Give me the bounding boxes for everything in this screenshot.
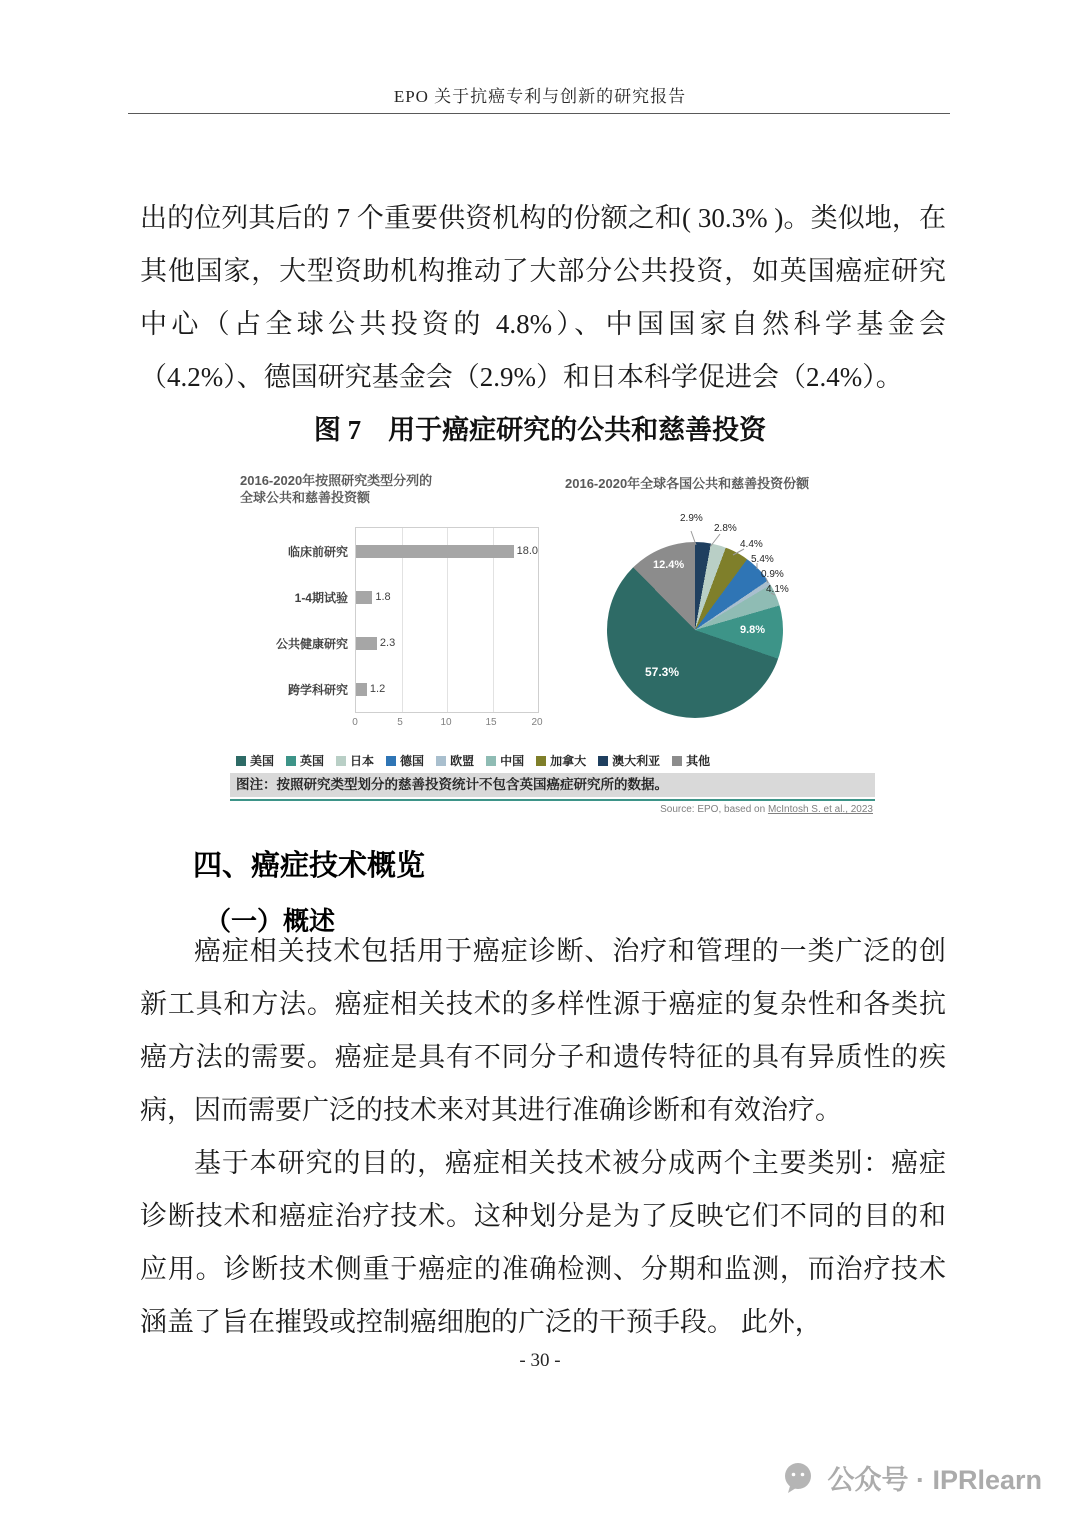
pie-label: 12.4%: [653, 559, 685, 571]
bar: [356, 545, 514, 558]
legend-label: 澳大利亚: [612, 754, 661, 768]
watermark-text: 公众号 · IPRlearn: [827, 1465, 1042, 1495]
legend-swatch: [672, 756, 682, 766]
source-citation-link[interactable]: McIntosh S. et al., 2023: [767, 804, 873, 815]
legend-label: 加拿大: [550, 754, 587, 768]
pie-label: 4.4%: [740, 539, 763, 550]
x-tick: 5: [397, 717, 403, 728]
pie-label: 4.1%: [766, 584, 789, 595]
bar-chart-title-line1: 2016-2020年按照研究类型分列的: [240, 473, 433, 488]
bar-category-label: 跨学科研究: [287, 683, 348, 697]
legend-label: 德国: [400, 754, 425, 768]
pie-chart-block: [560, 505, 875, 735]
bar-row: [356, 544, 538, 558]
page-header-title: EPO 关于抗癌专利与创新的研究报告: [393, 87, 687, 106]
figure-divider: [230, 799, 875, 801]
bar: [356, 637, 377, 650]
bar-row: [356, 682, 538, 696]
pie-label: 2.8%: [714, 523, 737, 534]
legend-swatch: [336, 756, 346, 766]
bar: [356, 683, 367, 696]
legend-label: 日本: [350, 754, 375, 768]
source-prefix: Source: EPO, based on: [660, 804, 768, 815]
figure-7: [230, 465, 875, 821]
watermark: [781, 1458, 1042, 1497]
wechat-icon: [781, 1462, 817, 1494]
legend-item: [386, 752, 424, 769]
bar-row: [356, 590, 538, 604]
legend-swatch: [598, 756, 608, 766]
pie-label: 5.4%: [751, 554, 774, 565]
legend-label: 英国: [300, 754, 325, 768]
figure-note: 图注：按照研究类型划分的慈善投资统计不包含英国癌症研究所的数据。: [230, 773, 875, 797]
x-tick: 20: [531, 717, 543, 728]
pie-label: 2.9%: [680, 513, 703, 524]
paragraph-funding: 出的位列其后的 7 个重要供资机构的份额之和( 30.3% )。类似地，在其他国家，大型资助机构推动了大部分公共投资，如英国癌症研究中心（占全球公共投资的 4.8%）、中国国家自然科学基金会（4.2%）、德国研究基金会（2.9%）和日本科学促进会（2.4%）。: [140, 203, 946, 392]
bar: [356, 591, 372, 604]
pie-callout-lines: [560, 505, 875, 735]
legend-label: 中国: [500, 754, 525, 768]
legend-item: [286, 752, 324, 769]
bar-category-label: 公共健康研究: [275, 637, 348, 651]
legend-swatch: [436, 756, 446, 766]
legend-swatch: [486, 756, 496, 766]
pie-chart-title: 2016-2020年全球各国公共和慈善投资份额: [565, 476, 810, 491]
x-tick: 10: [440, 717, 452, 728]
bar-value-label: 2.3: [379, 637, 396, 649]
bar-category-label: 1-4期试验: [294, 591, 348, 605]
bar-chart-title-line2: 全球公共和慈善投资额: [240, 490, 371, 505]
subsection-heading: （一）概述: [205, 906, 336, 936]
legend-item: [236, 752, 274, 769]
bar-plot-area: [355, 527, 539, 713]
x-tick: 0: [352, 717, 358, 728]
pie-label: 57.3%: [645, 665, 680, 679]
pie-label: 9.8%: [740, 624, 766, 636]
legend-item: [536, 752, 586, 769]
legend-swatch: [236, 756, 246, 766]
section-heading: 四、癌症技术概览: [193, 850, 426, 882]
legend-item: [336, 752, 374, 769]
figure-source: [660, 804, 873, 815]
page-number: - 30 -: [519, 1350, 561, 1371]
legend-swatch: [286, 756, 296, 766]
pie-label: 0.9%: [761, 569, 784, 580]
chart-legend: [236, 752, 868, 769]
legend-item: [672, 752, 710, 769]
legend-item: [598, 752, 660, 769]
bar-category-label: 临床前研究: [287, 545, 348, 559]
legend-swatch: [386, 756, 396, 766]
legend-swatch: [536, 756, 546, 766]
legend-item: [436, 752, 474, 769]
bar-row: [356, 636, 538, 650]
figure-caption: 图 7 用于癌症研究的公共和慈善投资: [313, 415, 767, 445]
bar-value-label: 1.2: [369, 683, 386, 695]
legend-item: [486, 752, 524, 769]
bar-value-label: 1.8: [375, 591, 391, 603]
paragraph-overview-2: 基于本研究的目的，癌症相关技术被分成两个主要类别：癌症诊断技术和癌症治疗技术。这种划分是为了反映它们不同的目的和应用。诊断技术侧重于癌症的准确检测、分期和监测，而治疗技术涵盖了旨在摧毁或控制癌细胞的广泛的干预手段。 此外，: [140, 1148, 946, 1337]
bar-value-label: 18.0: [516, 545, 538, 557]
x-tick: 15: [485, 717, 497, 728]
legend-label: 其他: [686, 754, 711, 768]
legend-label: 美国: [250, 754, 275, 768]
paragraph-overview-1: 癌症相关技术包括用于癌症诊断、治疗和管理的一类广泛的创新工具和方法。癌症相关技术的多样性源于癌症的复杂性和各类抗癌方法的需要。癌症是具有不同分子和遗传特征的具有异质性的疾病，因而需要广泛的技术来对其进行准确诊断和有效治疗。: [140, 936, 946, 1125]
legend-label: 欧盟: [450, 754, 475, 768]
header-rule: [128, 113, 950, 114]
